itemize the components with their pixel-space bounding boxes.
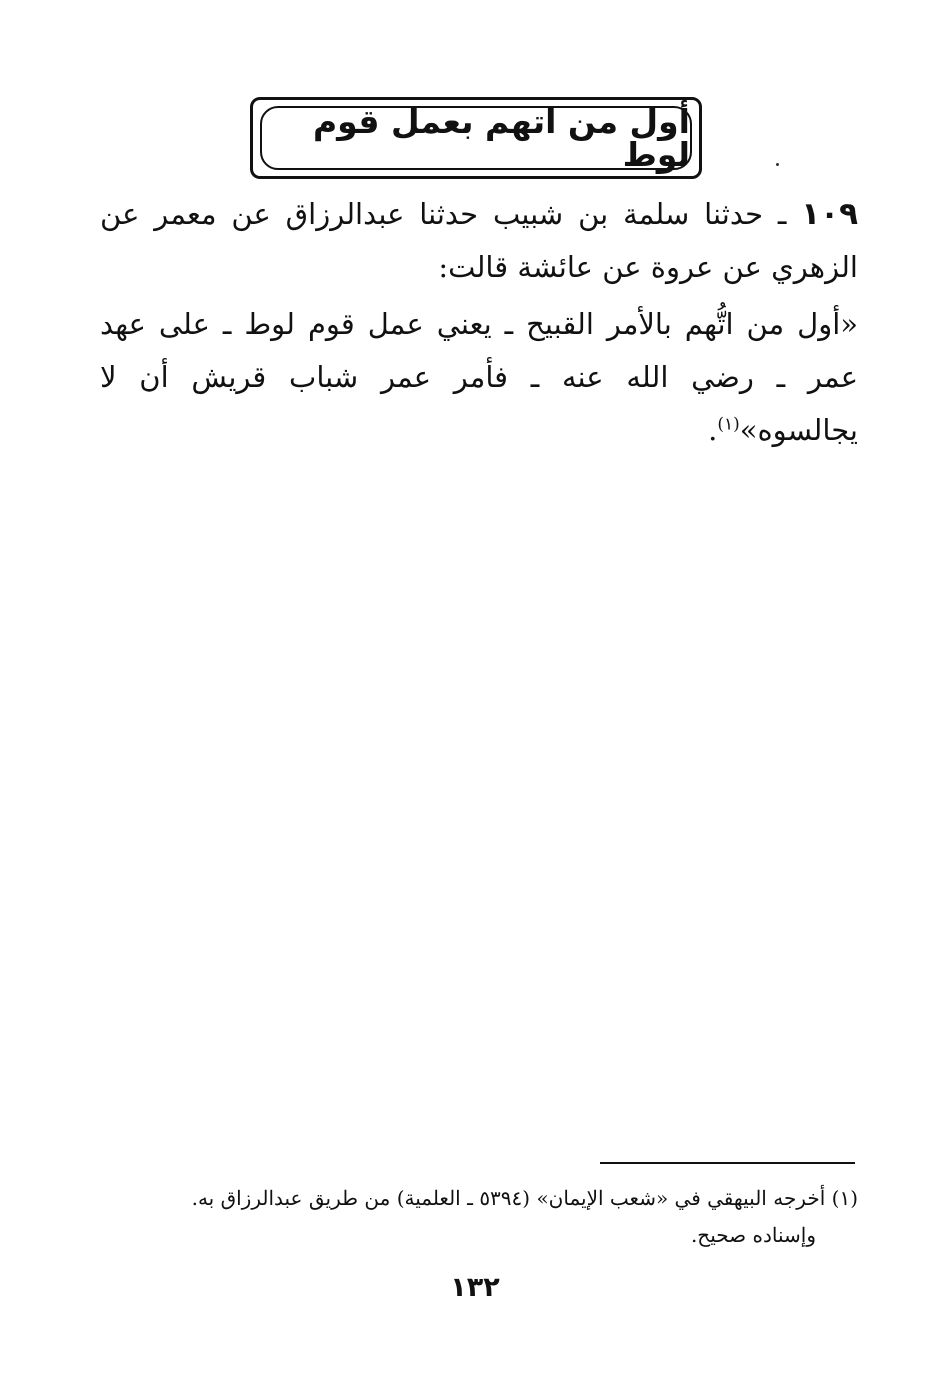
footnote-line-1 bbox=[110, 1180, 858, 1217]
footnote-text: أخرجه البيهقي في «شعب الإيمان» (٥٣٩٤ ـ العلمية) من طريق عبدالرزاق به. bbox=[191, 1186, 826, 1210]
hadith-matn: «أول من اتُّهم بالأمر القبيح ـ يعني عمل قوم لوط ـ على عهد عمر ـ رضي الله عنه ـ فأمر عمر شباب قريش أن لا يجالسوه» bbox=[100, 307, 858, 447]
footnote-separator bbox=[600, 1162, 855, 1164]
hadith-end-punctuation: . bbox=[708, 413, 718, 447]
footnote-reference[interactable]: (١) bbox=[717, 414, 740, 435]
hadith-number: ١٠٩ bbox=[801, 196, 858, 232]
chapter-title-frame bbox=[250, 97, 702, 179]
footnote bbox=[110, 1180, 858, 1254]
hadith-isnad: ـ حدثنا سلمة بن شبيب حدثنا عبدالرزاق عن معمر عن الزهري عن عروة عن عائشة قالت: bbox=[100, 197, 858, 284]
chapter-title: أول من اتهم بعمل قوم لوط bbox=[313, 102, 690, 174]
footnote-marker: (١) bbox=[831, 1186, 858, 1210]
hadith-matn-paragraph bbox=[100, 298, 858, 457]
chapter-title-inner-frame bbox=[260, 102, 692, 174]
footnote-line-2: وإسناده صحيح. bbox=[690, 1223, 816, 1247]
hadith-isnad-paragraph bbox=[100, 188, 858, 294]
page-number: ١٣٢ bbox=[450, 1272, 500, 1303]
ink-speck bbox=[776, 163, 779, 166]
